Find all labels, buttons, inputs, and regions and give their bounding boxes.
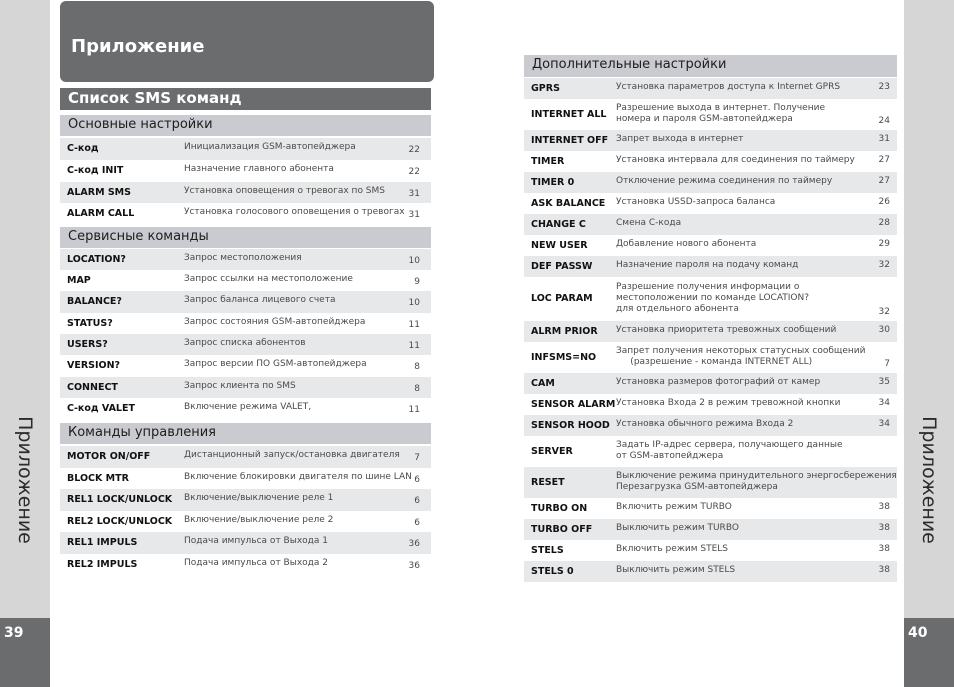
command-name: ALARM SMS <box>67 186 131 198</box>
page-reference: 22 <box>408 167 420 177</box>
command-name: С-код VALET <box>67 403 135 414</box>
command-description: Выключение режима принудительного энергосбережения <box>616 470 897 481</box>
table-row <box>524 540 897 561</box>
command-description: местоположении по команде LOCATION? <box>616 292 810 303</box>
page-reference: 10 <box>408 255 420 266</box>
control-commands-header <box>60 423 431 444</box>
command-description: Запрос клиента по SMS <box>184 380 296 391</box>
table-row <box>524 394 897 415</box>
command-name: С-код <box>67 143 99 154</box>
command-description: Смена С-кода <box>616 218 682 228</box>
table-row <box>60 377 431 398</box>
table-row <box>60 489 431 511</box>
page-reference: 29 <box>878 238 890 249</box>
page-reference: 38 <box>878 522 890 533</box>
command-description: для отдельного абонента <box>616 303 739 314</box>
command-name: SENSOR HOOD <box>531 419 610 431</box>
page-reference: 38 <box>878 501 890 512</box>
table-row <box>60 291 431 313</box>
table-row <box>60 468 431 489</box>
command-description: Задать IP-адрес сервера, получающего данные <box>616 439 843 450</box>
command-description: номера и пароля GSM-автопейджера <box>616 113 793 124</box>
page-reference: 35 <box>878 376 890 387</box>
command-name: NEW USER <box>531 239 588 251</box>
command-name: USERS? <box>67 338 108 350</box>
page-reference: 11 <box>408 405 420 415</box>
table-row <box>60 334 431 355</box>
command-description: Запрос баланса лицевого счета <box>184 295 336 305</box>
page-reference: 31 <box>408 188 420 199</box>
command-description: Добавление нового абонента <box>616 239 757 249</box>
table-row <box>60 446 431 468</box>
page-reference: 34 <box>878 397 890 408</box>
command-name: MAP <box>67 274 91 286</box>
page-reference: 9 <box>414 276 420 287</box>
command-name: RESET <box>531 476 565 488</box>
additional-settings-title: Дополнительные настройки <box>532 57 727 72</box>
command-name: TIMER <box>531 155 565 167</box>
command-description: Дистанционный запуск/остановка двигателя <box>184 450 400 460</box>
command-description: Установка параметров доступа к Internet GPRS <box>616 82 841 92</box>
page-number-right: 40 <box>904 618 954 687</box>
command-description: Инициализация GSM-автопейджера <box>184 142 356 152</box>
command-name: SENSOR ALARM <box>531 398 616 410</box>
page-reference: 26 <box>878 196 890 207</box>
page-reference: 22 <box>408 145 420 155</box>
command-description: Включение/выключение реле 1 <box>184 493 334 503</box>
page-reference: 34 <box>878 418 890 429</box>
table-row <box>524 130 897 151</box>
page-reference: 38 <box>878 543 890 554</box>
table-row <box>60 138 431 160</box>
table-row <box>60 532 431 554</box>
command-description: Перезагрузка GSM-автопейджера <box>616 481 778 492</box>
additional-settings-table <box>524 78 897 582</box>
table-row <box>524 519 897 540</box>
appendix-title: Приложение <box>71 36 205 57</box>
command-name: SERVER <box>531 445 573 457</box>
command-name: С-код INIT <box>67 165 124 176</box>
command-description: Назначение пароля на подачу команд <box>616 260 799 270</box>
command-description: Подача импульса от Выхода 1 <box>184 536 328 546</box>
right-side-title <box>904 400 954 560</box>
table-row <box>60 160 431 182</box>
page-reference: 8 <box>414 383 420 394</box>
page-reference: 32 <box>878 307 890 317</box>
command-description: Установка голосового оповещения о тревогах <box>184 207 405 217</box>
page-reference: 36 <box>408 539 420 549</box>
basic-settings-title: Основные настройки <box>68 117 213 132</box>
left-side-title-text: Приложение <box>14 416 36 544</box>
page-reference: 36 <box>408 560 420 571</box>
page-reference: 6 <box>414 496 420 506</box>
command-description: Разрешение выхода в интернет. Получение <box>616 102 825 113</box>
command-name: TIMER 0 <box>531 176 575 188</box>
page-number-left: 39 <box>0 618 50 687</box>
table-row <box>524 561 897 582</box>
table-row <box>60 182 431 203</box>
left-margin-strip <box>0 0 50 687</box>
command-description: Установка Входа 2 в режим тревожной кнопки <box>616 398 841 408</box>
command-name: ALARM CALL <box>67 208 135 219</box>
table-row <box>60 203 431 225</box>
page-reference: 27 <box>878 154 890 165</box>
command-name: INTERNET ALL <box>531 108 607 120</box>
sms-commands-header <box>60 88 431 110</box>
command-description: Разрешение получения информации о <box>616 281 800 292</box>
table-row <box>60 249 431 270</box>
page-reference: 7 <box>414 453 420 463</box>
command-description: Запрет получения некоторых статусных сообщений <box>616 345 866 356</box>
page-reference: 28 <box>878 217 890 228</box>
page-reference: 30 <box>878 324 890 335</box>
command-name: BLOCK MTR <box>67 472 129 484</box>
command-name: REL1 LOCK/UNLOCK <box>67 494 173 505</box>
table-row <box>524 214 897 235</box>
command-name: ASK BALANCE <box>531 197 606 209</box>
table-row <box>524 498 897 519</box>
command-name: MOTOR ON/OFF <box>67 451 151 462</box>
command-name: ALRM PRIOR <box>531 325 598 337</box>
command-name: REL2 IMPULS <box>67 558 138 570</box>
command-name: REL1 IMPULS <box>67 537 138 548</box>
table-row <box>524 78 897 99</box>
page-reference: 31 <box>878 133 890 144</box>
table-row <box>524 342 897 373</box>
control-commands-title: Команды управления <box>68 425 216 440</box>
command-name: DEF PASSW <box>531 260 593 272</box>
command-description: от GSM-автопейджера <box>616 450 724 461</box>
basic-settings-table <box>60 138 431 225</box>
table-row <box>524 321 897 342</box>
table-row <box>524 415 897 436</box>
command-description: Назначение главного абонента <box>184 164 334 174</box>
basic-settings-header <box>60 115 431 136</box>
command-description: (разрешение - команда INTERNET ALL) <box>616 356 813 367</box>
command-name: INFSMS=NO <box>531 351 597 363</box>
command-description: Включение/выключение реле 2 <box>184 514 334 525</box>
right-margin-strip <box>904 0 954 687</box>
sms-commands-title: Список SMS команд <box>68 89 242 107</box>
page-reference: 27 <box>878 175 890 186</box>
command-name: STATUS? <box>67 317 113 329</box>
table-row <box>60 313 431 334</box>
command-description: Запрет выхода в интернет <box>616 134 744 144</box>
command-description: Запрос состояния GSM-автопейджера <box>184 316 366 327</box>
command-description: Отключение режима соединения по таймеру <box>616 176 833 186</box>
table-row <box>524 436 897 467</box>
page-reference: 6 <box>414 474 420 485</box>
table-row <box>524 99 897 130</box>
table-row <box>60 398 431 420</box>
page-reference: 10 <box>408 298 420 308</box>
page-reference: 11 <box>408 340 420 351</box>
command-name: GPRS <box>531 82 560 94</box>
page-reference: 24 <box>878 116 890 126</box>
table-row <box>524 235 897 256</box>
command-name: CAM <box>531 377 555 389</box>
service-commands-table <box>60 249 431 420</box>
command-name: REL2 LOCK/UNLOCK <box>67 515 173 527</box>
command-description: Включение блокировки двигателя по шине LAN <box>184 471 412 482</box>
table-row <box>60 355 431 377</box>
table-row <box>524 467 897 498</box>
service-commands-header <box>60 227 431 248</box>
command-description: Установка обычного режима Входа 2 <box>616 419 794 429</box>
page-reference: 31 <box>408 210 420 220</box>
command-description: Подача импульса от Выхода 2 <box>184 557 328 568</box>
table-row <box>524 151 897 172</box>
command-name: LOCATION? <box>67 253 126 265</box>
command-description: Включить режим TURBO <box>616 502 732 512</box>
command-description: Установка USSD-запроса баланса <box>616 197 776 207</box>
right-side-title-text: Приложение <box>918 416 940 544</box>
command-description: Выключить режим TURBO <box>616 523 739 533</box>
command-name: TURBO ON <box>531 502 588 514</box>
command-description: Включение режима VALET, <box>184 402 312 412</box>
page-reference: 7 <box>884 359 890 369</box>
command-name: TURBO OFF <box>531 523 593 535</box>
service-commands-title: Сервисные команды <box>68 229 209 244</box>
page-reference: 11 <box>408 319 420 330</box>
command-description: Запрос местоположения <box>184 252 302 263</box>
appendix-banner <box>60 1 434 82</box>
table-row <box>524 172 897 193</box>
command-description: Запрос списка абонентов <box>184 337 306 348</box>
page-reference: 32 <box>878 259 890 270</box>
table-row <box>524 373 897 394</box>
command-description: Запрос версии ПО GSM-автопейджера <box>184 359 367 369</box>
command-name: BALANCE? <box>67 296 122 307</box>
command-name: CONNECT <box>67 381 118 393</box>
command-name: INTERNET OFF <box>531 134 609 146</box>
command-description: Установка размеров фотографий от камер <box>616 377 821 387</box>
page-reference: 8 <box>414 362 420 372</box>
table-row <box>524 256 897 277</box>
command-description: Запрос ссылки на местоположение <box>184 273 353 284</box>
command-name: STELS <box>531 544 564 556</box>
command-description: Выключить режим STELS <box>616 565 736 575</box>
command-name: STELS 0 <box>531 565 574 577</box>
command-description: Включить режим STELS <box>616 544 728 554</box>
command-name: VERSION? <box>67 360 121 371</box>
command-description: Установка оповещения о тревогах по SMS <box>184 185 386 196</box>
command-description: Установка интервала для соединения по таймеру <box>616 155 855 165</box>
command-name: CHANGE C <box>531 218 586 230</box>
page-reference: 38 <box>878 564 890 575</box>
left-side-title <box>0 400 50 560</box>
additional-settings-header <box>524 55 897 77</box>
table-row <box>60 270 431 291</box>
page-reference: 6 <box>414 517 420 528</box>
table-row <box>60 511 431 532</box>
command-description: Установка приоритета тревожных сообщений <box>616 325 837 335</box>
table-row <box>60 554 431 575</box>
table-row <box>524 277 897 321</box>
page-reference: 23 <box>878 81 890 92</box>
command-name: LOC PARAM <box>531 293 593 304</box>
control-commands-table <box>60 446 431 575</box>
table-row <box>524 193 897 214</box>
